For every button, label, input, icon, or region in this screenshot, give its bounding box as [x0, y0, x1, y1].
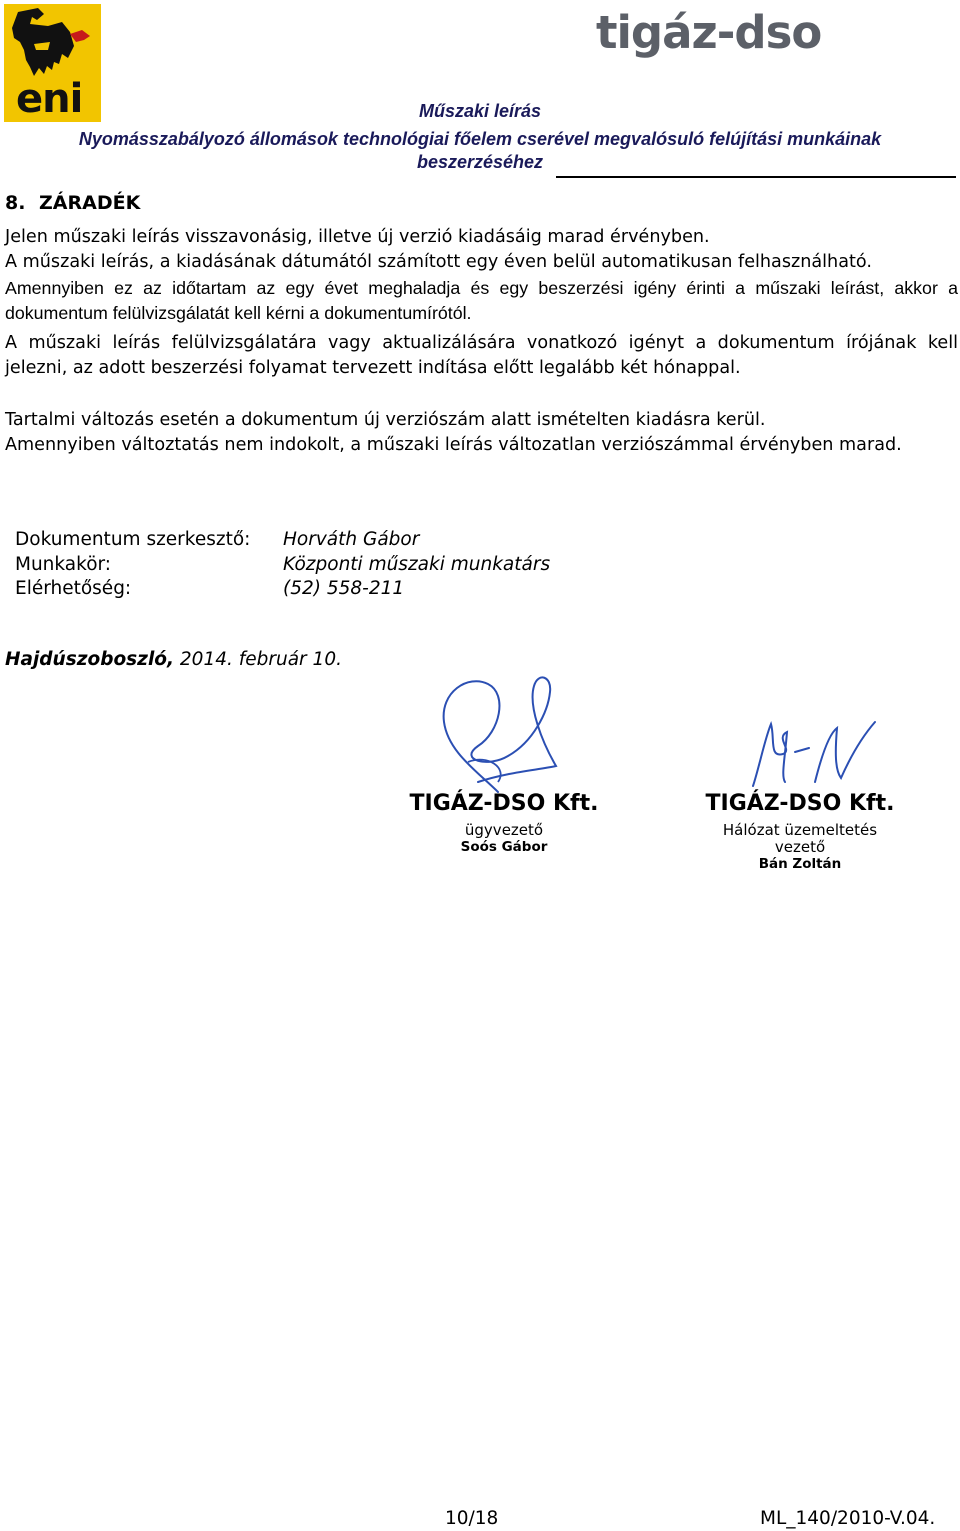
- reach-label: Elérhetőség:: [15, 578, 132, 599]
- paragraph-no-change: Amennyiben változtatás nem indokolt, a műszaki leírás változatlan verziószámmal érvényben marad.: [5, 435, 902, 455]
- role-value: Központi műszaki munkatárs: [283, 554, 551, 575]
- signer-left-company: TIGÁZ-DSO Kft.: [409, 791, 599, 816]
- editor-label: Dokumentum szerkesztő:: [15, 529, 251, 550]
- editor-value: Horváth Gábor: [283, 529, 420, 550]
- signer-right-role-line2: vezető: [774, 838, 826, 856]
- section-title: ZÁRADÉK: [39, 192, 141, 214]
- paragraph-review-request: Amennyiben ez az időtartam az egy évet meghaladja és egy beszerzési igény érinti a műszaki leírást, akkor a dokumentum felülvizsgálatát kell kérni a dokumentumírótól.: [5, 278, 958, 323]
- eni-wordmark: eni: [16, 76, 83, 122]
- signature-left: [438, 672, 560, 800]
- subtitle-line-2: beszerzéséhez: [416, 152, 544, 172]
- document-code: ML_140/2010-V.04.: [760, 1508, 936, 1529]
- eni-logo: [4, 4, 101, 122]
- section-heading: [5, 192, 140, 214]
- role-label: Munkakör:: [15, 554, 112, 575]
- signer-left-role: ügyvezető: [464, 821, 544, 839]
- signature-right: [745, 718, 885, 790]
- place-date: [5, 649, 342, 670]
- tigaz-dso-logo: tigáz-dso: [596, 6, 822, 59]
- paragraph-usability: A műszaki leírás, a kiadásának dátumától számított egy éven belül automatikusan felhasználható.: [5, 252, 872, 272]
- subtitle-line-1: Nyomásszabályozó állomások technológiai főelem cserével megvalósuló felújítási munkáinak: [78, 129, 882, 149]
- place: Hajdúszoboszló,: [5, 649, 175, 670]
- signer-right-role-line1: Hálózat üzemeltetés: [722, 821, 878, 839]
- signer-right-company: TIGÁZ-DSO Kft.: [705, 791, 895, 816]
- signer-right-name: Bán Zoltán: [758, 856, 842, 872]
- header-divider: [556, 176, 956, 178]
- paragraph-content-change: Tartalmi változás esetén a dokumentum új verziószám alatt ismételten kiadásra kerül.: [5, 410, 766, 430]
- reach-value: (52) 558-211: [283, 578, 405, 599]
- paragraph-update-request: A műszaki leírás felülvizsgálatára vagy aktualizálására vonatkozó igényt a dokumentum írójának kell jelezni, az adott beszerzési folyamat tervezett indítása előtt legalább két hónappal.: [5, 333, 958, 378]
- document-subtitle: [8, 128, 952, 174]
- document-title: Műszaki leírás: [418, 101, 542, 121]
- section-number: 8.: [5, 192, 26, 214]
- page-number: 10/18: [445, 1508, 499, 1529]
- paragraph-validity: Jelen műszaki leírás visszavonásig, illetve új verzió kiadásáig marad érvényben.: [5, 227, 710, 247]
- date: 2014. február 10.: [174, 649, 342, 670]
- signer-left-name: Soós Gábor: [460, 839, 548, 855]
